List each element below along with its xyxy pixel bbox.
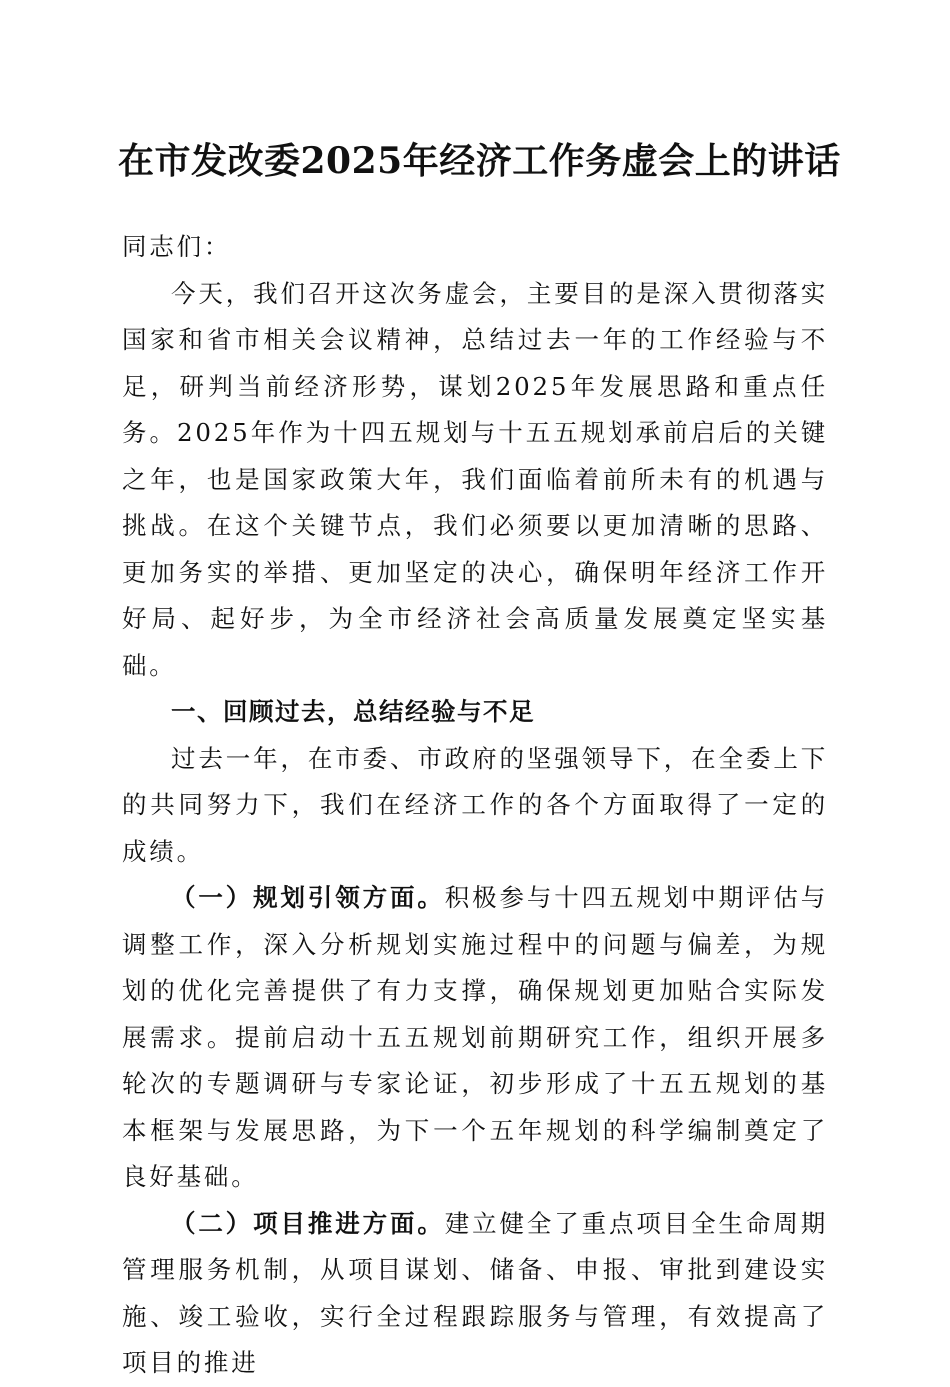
document-title: 在市发改委2025年经济工作务虚会上的讲话 xyxy=(118,140,841,182)
salutation: 同志们： xyxy=(122,232,232,261)
section-heading-1: 一、回顾过去，总结经验与不足 xyxy=(171,697,535,726)
project-body: 建立健全了重点项目全生命周期管理服务机制，从项目谋划、储备、申报、审批到建设实施、竣工验收，实行全过程跟踪服务与管理，有效提高了项目的推进 xyxy=(122,1208,828,1377)
planning-lead: （一）规划引领方面。 xyxy=(171,883,445,912)
project-paragraph xyxy=(122,1201,828,1387)
project-lead: （二）项目推进方面。 xyxy=(171,1208,445,1238)
section-1-intro-paragraph: 过去一年，在市委、市政府的坚强领导下，在全委上下的共同努力下，我们在经济工作的各个方面取得了一定的成绩。 xyxy=(122,743,828,866)
planning-body: 积极参与十四五规划中期评估与调整工作，深入分析规划实施过程中的问题与偏差，为规划的优化完善提供了有力支撑，确保规划更加贴合实际发展需求。提前启动十五五规划前期研究工作，组织开展多轮次的专题调研与专家论证，初步形成了十五五规划的基本框架与发展思路，为下一个五年规划的科学编制奠定了良好基础。 xyxy=(122,883,828,1191)
intro-paragraph: 今天，我们召开这次务虚会，主要目的是深入贯彻落实国家和省市相关会议精神，总结过去一年的工作经验与不足，研判当前经济形势，谋划2025年发展思路和重点任务。2025年作为十四五规划与十五五规划承前启后的关键之年，也是国家政策大年，我们面临着前所未有的机遇与挑战。在这个关键节点，我们必须要以更加清晰的思路、更加务实的举措、更加坚定的决心，确保明年经济工作开好局、起好步，为全市经济社会高质量发展奠定坚实基础。 xyxy=(122,278,828,680)
document-body xyxy=(118,138,841,1387)
planning-paragraph xyxy=(122,875,828,1201)
